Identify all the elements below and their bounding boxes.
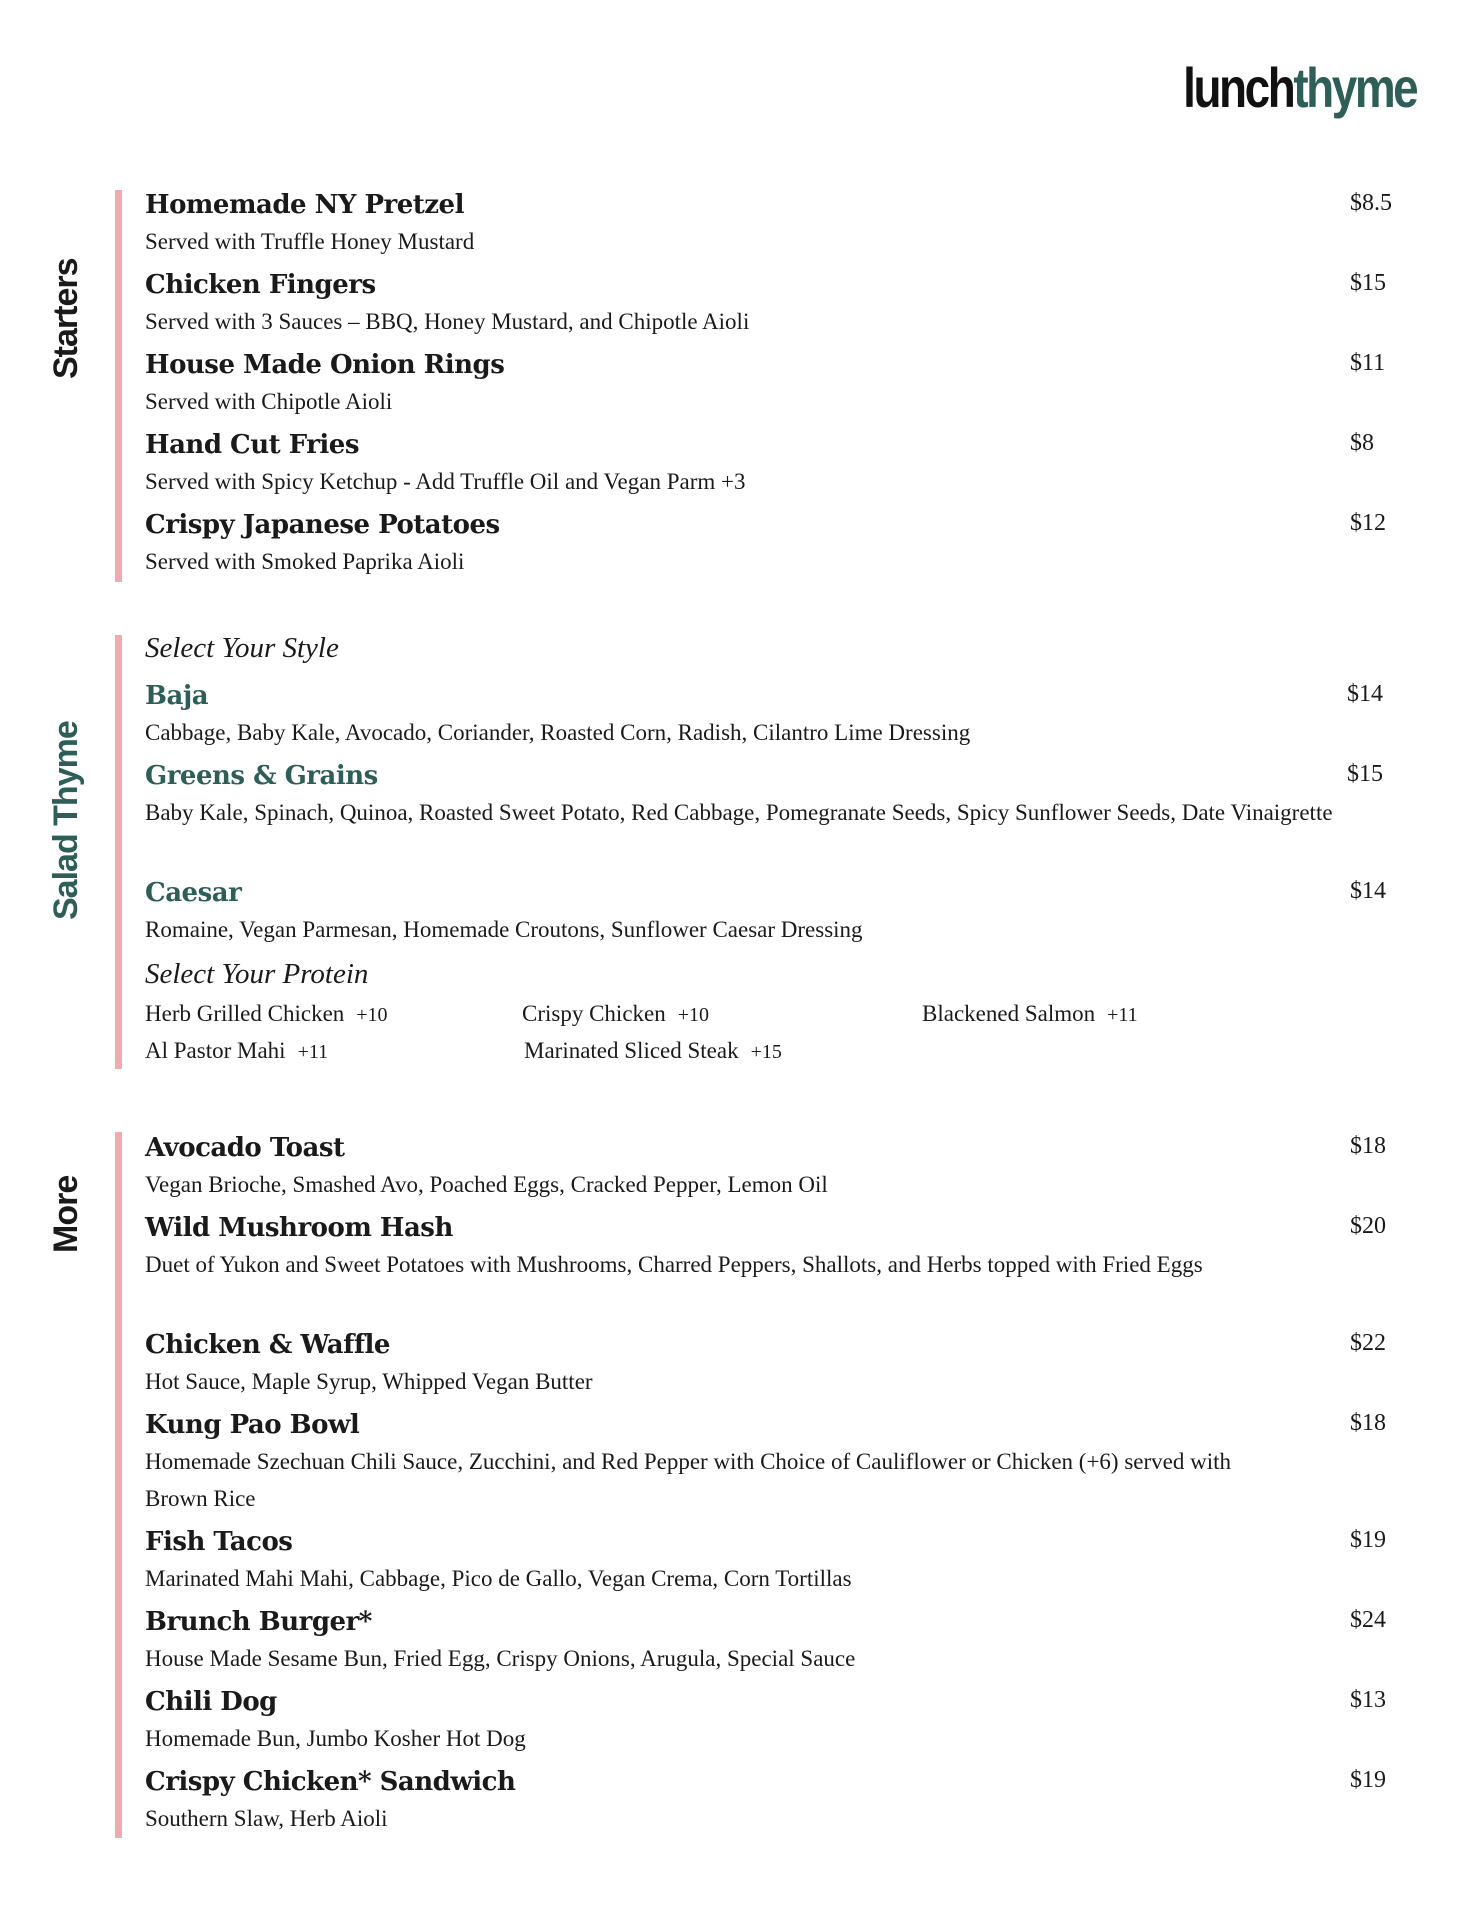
- item-name: Avocado Toast: [145, 1133, 345, 1163]
- section-label-starters: Starters: [46, 257, 85, 379]
- protein-price: +10: [677, 1004, 710, 1026]
- item-name: Baja: [145, 681, 209, 711]
- item-name: Brunch Burger*: [145, 1607, 372, 1637]
- item-description: Homemade Bun, Jumbo Kosher Hot Dog: [145, 1726, 526, 1751]
- item-price: $8.5: [1350, 190, 1392, 216]
- protein-name: Crispy Chicken: [522, 1001, 666, 1026]
- item-description: Hot Sauce, Maple Syrup, Whipped Vegan Butter: [145, 1369, 593, 1394]
- menu-item: [145, 1408, 1405, 1517]
- protein-price: +11: [297, 1041, 329, 1063]
- menu-item: [145, 1605, 1405, 1677]
- menu-item: [145, 428, 1405, 500]
- protein-option: [145, 1001, 388, 1027]
- item-name: Fish Tacos: [145, 1527, 293, 1557]
- item-description: Served with Truffle Honey Mustard: [145, 229, 475, 254]
- protein-price: +11: [1107, 1004, 1138, 1026]
- item-price: $12: [1350, 510, 1386, 536]
- item-name: Caesar: [145, 878, 242, 908]
- accent-bar: [115, 190, 122, 582]
- item-price: $11: [1350, 350, 1386, 376]
- item-price: $19: [1350, 1527, 1386, 1553]
- item-description: House Made Sesame Bun, Fried Egg, Crispy Onions, Arugula, Special Sauce: [145, 1646, 856, 1671]
- menu-item: [145, 188, 1405, 260]
- style-heading: Select Your Style: [145, 632, 339, 664]
- item-price: $19: [1350, 1767, 1386, 1793]
- item-description: Vegan Brioche, Smashed Avo, Poached Eggs, Cracked Pepper, Lemon Oil: [145, 1172, 828, 1197]
- item-price: $15: [1347, 761, 1383, 787]
- item-price: $20: [1350, 1213, 1386, 1239]
- item-description: Served with 3 Sauces – BBQ, Honey Mustard, and Chipotle Aioli: [145, 309, 750, 334]
- brand-logo-part2: thyme: [1293, 56, 1416, 119]
- menu-item: [145, 1211, 1405, 1283]
- protein-name: Herb Grilled Chicken: [145, 1001, 345, 1026]
- menu-item: [145, 1685, 1405, 1757]
- brand-logo-part1: lunch: [1182, 56, 1294, 119]
- item-price: $18: [1350, 1410, 1386, 1436]
- menu-item: [145, 1131, 1405, 1203]
- item-name: Homemade NY Pretzel: [145, 190, 464, 220]
- item-name: Chicken Fingers: [145, 270, 376, 300]
- item-description: Served with Chipotle Aioli: [145, 389, 393, 414]
- section-label-salad: Salad Thyme: [46, 720, 85, 920]
- item-description: Marinated Mahi Mahi, Cabbage, Pico de Gallo, Vegan Crema, Corn Tortillas: [145, 1566, 852, 1591]
- item-description: Romaine, Vegan Parmesan, Homemade Croutons, Sunflower Caesar Dressing: [145, 917, 863, 942]
- protein-name: Al Pastor Mahi: [145, 1038, 286, 1063]
- section-label-more: More: [46, 1175, 85, 1253]
- protein-option: [922, 1001, 1138, 1027]
- item-description: Cabbage, Baby Kale, Avocado, Coriander, Roasted Corn, Radish, Cilantro Lime Dressing: [145, 720, 971, 745]
- menu-item: [145, 268, 1405, 340]
- protein-name: Blackened Salmon: [922, 1001, 1096, 1026]
- item-name: Chili Dog: [145, 1687, 277, 1717]
- protein-option: [145, 1038, 328, 1064]
- brand-logo: [1182, 56, 1416, 119]
- menu-item: [145, 876, 1405, 948]
- item-description: Baby Kale, Spinach, Quinoa, Roasted Sweet Potato, Red Cabbage, Pomegranate Seeds, Spicy Sunflower Seeds, Date Vinaigrette: [145, 800, 1333, 825]
- item-price: $8: [1350, 430, 1374, 456]
- menu-item: [145, 508, 1405, 580]
- item-price: $14: [1350, 878, 1386, 904]
- protein-price: +15: [750, 1041, 782, 1063]
- item-name: Crispy Japanese Potatoes: [145, 510, 500, 540]
- item-price: $24: [1350, 1607, 1386, 1633]
- protein-option: [522, 1001, 709, 1027]
- accent-bar: [115, 1132, 122, 1838]
- item-price: $15: [1350, 270, 1386, 296]
- item-name: Hand Cut Fries: [145, 430, 359, 460]
- item-description: Homemade Szechuan Chili Sauce, Zucchini, and Red Pepper with Choice of Cauliflower or Chicken (+6) served with Brown Rice: [145, 1449, 1232, 1511]
- item-name: Chicken & Waffle: [145, 1330, 390, 1360]
- menu-item: [145, 348, 1405, 420]
- item-price: $22: [1350, 1330, 1386, 1356]
- item-name: Kung Pao Bowl: [145, 1410, 360, 1440]
- item-price: $14: [1347, 681, 1383, 707]
- item-description: Duet of Yukon and Sweet Potatoes with Mushrooms, Charred Peppers, Shallots, and Herbs topped with Fried Eggs: [145, 1252, 1203, 1277]
- menu-item: [145, 759, 1405, 831]
- item-description: Served with Spicy Ketchup - Add Truffle Oil and Vegan Parm +3: [145, 469, 746, 494]
- menu-item: [145, 679, 1405, 751]
- item-description: Southern Slaw, Herb Aioli: [145, 1806, 388, 1831]
- menu-item: [145, 1328, 1405, 1400]
- protein-price: +10: [356, 1004, 388, 1026]
- accent-bar: [115, 635, 122, 1069]
- item-name: Crispy Chicken* Sandwich: [145, 1767, 516, 1797]
- protein-name: Marinated Sliced Steak: [524, 1038, 739, 1063]
- item-name: Greens & Grains: [145, 761, 378, 791]
- item-price: $13: [1350, 1687, 1386, 1713]
- protein-option: [524, 1038, 782, 1064]
- item-name: Wild Mushroom Hash: [145, 1213, 453, 1243]
- item-price: $18: [1350, 1133, 1386, 1159]
- item-name: House Made Onion Rings: [145, 350, 505, 380]
- menu-item: [145, 1525, 1405, 1597]
- protein-heading: Select Your Protein: [145, 958, 369, 990]
- menu-item: [145, 1765, 1405, 1837]
- item-description: Served with Smoked Paprika Aioli: [145, 549, 465, 574]
